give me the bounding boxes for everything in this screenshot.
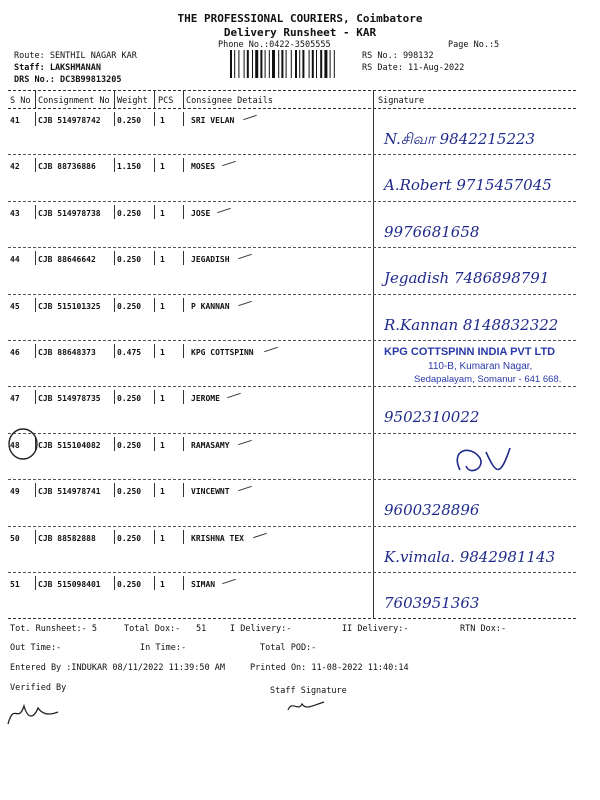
verified-by: Verified By (10, 683, 67, 693)
tick-mark (217, 208, 231, 213)
route-label: Route: SENTHIL NAGAR KAR (14, 51, 137, 61)
tick-mark (238, 486, 252, 491)
row-consignment-no: CJB 514978735 (38, 394, 101, 404)
col-signature: Signature (378, 96, 425, 106)
row-signature: N.சிவா 9842215223 (384, 130, 536, 148)
rs-date: RS Date: 11-Aug-2022 (362, 63, 465, 73)
tick-mark (238, 254, 252, 259)
row-pcs: 1 (160, 533, 165, 543)
row-sno: 44 (10, 255, 20, 265)
row-sno: 42 (10, 162, 20, 172)
row-sno: 50 (10, 533, 20, 543)
col-consignee: Consignee Details (186, 96, 273, 106)
verifier-signature (4, 694, 64, 734)
circle-mark (6, 426, 40, 462)
printed-on: Printed On: 11-08-2022 11:40:14 (250, 663, 409, 673)
staff-signature-label: Staff Signature (270, 686, 347, 696)
row-pcs: 1 (160, 301, 165, 311)
col-weight: Weight (117, 96, 148, 106)
company-stamp-name: KPG COTTSPINN INDIA PVT LTD (384, 346, 556, 358)
rtn-dox: RTN Dox:- (460, 624, 507, 634)
row-consignee-name: JOSE (191, 208, 211, 218)
rs-number: RS No.: 998132 (362, 51, 434, 61)
row-consignment-no: CJB 88648373 (38, 348, 96, 357)
row-signature: 7603951363 (384, 594, 480, 612)
tick-mark (222, 579, 236, 584)
company-stamp-city: Sedapalayam, Somanur - 641 668. (414, 374, 562, 385)
row-pcs: 1 (160, 208, 165, 218)
tick-mark (253, 532, 267, 537)
company-stamp-address: 110-B, Kumaran Nagar, (428, 361, 533, 372)
tick-mark (238, 440, 252, 445)
row-consignee-name: VINCEWNT (191, 487, 230, 497)
runsheet-title: Delivery Runsheet - KAR (223, 26, 377, 39)
row-sno: 46 (10, 348, 20, 357)
row-weight: 0.250 (117, 255, 142, 265)
row-weight: 0.250 (117, 116, 142, 125)
i-delivery: I Delivery:- (230, 624, 292, 634)
row-consignee-name: SRI VELAN (191, 116, 235, 125)
row-consignment-no: CJB 88582888 (38, 533, 96, 543)
col-pcs: PCS (158, 96, 174, 106)
row-consignee-name: RAMASAMY (191, 440, 230, 450)
tot-runsheet: Tot. Runsheet:- 5 (10, 624, 97, 634)
row-consignee-name: SIMAN (191, 580, 216, 589)
row-weight: 0.250 (117, 440, 142, 450)
row-pcs: 1 (160, 162, 165, 172)
row-pcs: 1 (160, 394, 165, 404)
row-weight: 0.250 (117, 580, 142, 589)
phone-number: Phone No.:0422-3505555 (218, 40, 331, 50)
row-consignment-no: CJB 515101325 (38, 301, 101, 311)
row-consignee-name: KRISHNA TEX (191, 533, 244, 543)
row-signature: 9502310022 (384, 408, 480, 427)
row-signature: Jegadish 7486898791 (384, 269, 550, 288)
drs-number: DRS No.: DC3B99813205 (14, 75, 122, 85)
entered-by: Entered By :INDUKAR 08/11/2022 11:39:50 AM (10, 663, 225, 673)
company-title: THE PROFESSIONAL COURIERS, Coimbatore (177, 12, 423, 25)
total-dox-label: Total Dox:- (124, 624, 181, 634)
row-consignment-no: CJB 88736886 (38, 162, 96, 172)
row-pcs: 1 (160, 440, 165, 450)
total-pod: Total POD:- (260, 643, 317, 653)
row-weight: 0.475 (117, 348, 142, 357)
row-weight: 0.250 (117, 208, 142, 218)
staff-signature-mark (284, 696, 328, 716)
row-pcs: 1 (160, 487, 165, 497)
row-signature: K.vimala. 9842981143 (384, 547, 556, 566)
row-signature: 9600328896 (384, 501, 480, 520)
row-signature: R.Kannan 8148832322 (384, 315, 559, 334)
tick-mark (222, 161, 236, 166)
row-weight: 0.250 (117, 394, 142, 404)
row-consignee-name: P KANNAN (191, 301, 230, 311)
tick-mark (243, 115, 257, 120)
col-consignment: Consignment No (38, 96, 110, 106)
row-consignment-no: CJB 88646642 (38, 255, 96, 265)
in-time: In Time:- (140, 643, 187, 653)
row-weight: 0.250 (117, 533, 142, 543)
row-pcs: 1 (160, 580, 165, 589)
row-pcs: 1 (160, 116, 165, 125)
row-signature: 9976681658 (384, 222, 480, 241)
row-consignment-no: CJB 514978742 (38, 116, 101, 125)
row-signature: A.Robert 9715457045 (384, 176, 552, 195)
tick-mark (227, 393, 241, 398)
row-sno: 47 (10, 394, 20, 404)
row-sno: 41 (10, 116, 20, 125)
row-pcs: 1 (160, 348, 165, 357)
row-consignment-no: CJB 514978741 (38, 487, 101, 497)
total-dox-value: 51 (196, 624, 207, 634)
row-consignment-no: CJB 514978738 (38, 208, 101, 218)
row-pcs: 1 (160, 255, 165, 265)
row-weight: 0.250 (117, 487, 142, 497)
barcode (230, 50, 356, 78)
staff-label: Staff: LAKSHMANAN (14, 63, 101, 73)
row-consignment-no: CJB 515104082 (38, 440, 101, 450)
row-sno: 45 (10, 301, 20, 311)
row-consignee-name: MOSES (191, 162, 216, 172)
out-time: Out Time:- (10, 643, 62, 653)
row-consignee-name: KPG COTTSPINN (191, 348, 254, 357)
tick-mark (264, 347, 278, 352)
row-consignee-name: JEROME (191, 394, 220, 404)
row-consignee-name: JEGADISH (191, 255, 230, 265)
row-sno: 48 (10, 440, 20, 450)
row-sno: 49 (10, 487, 20, 497)
page-number: Page No.:5 (448, 40, 500, 50)
col-sno: S No (10, 96, 31, 106)
row-sno: 51 (10, 580, 20, 589)
row-sno: 43 (10, 208, 20, 218)
row-consignment-no: CJB 515098401 (38, 580, 101, 589)
row-weight: 1.150 (117, 162, 142, 172)
signature-scribble (440, 440, 530, 484)
ii-delivery: II Delivery:- (342, 624, 409, 634)
tick-mark (238, 300, 252, 305)
row-weight: 0.250 (117, 301, 142, 311)
